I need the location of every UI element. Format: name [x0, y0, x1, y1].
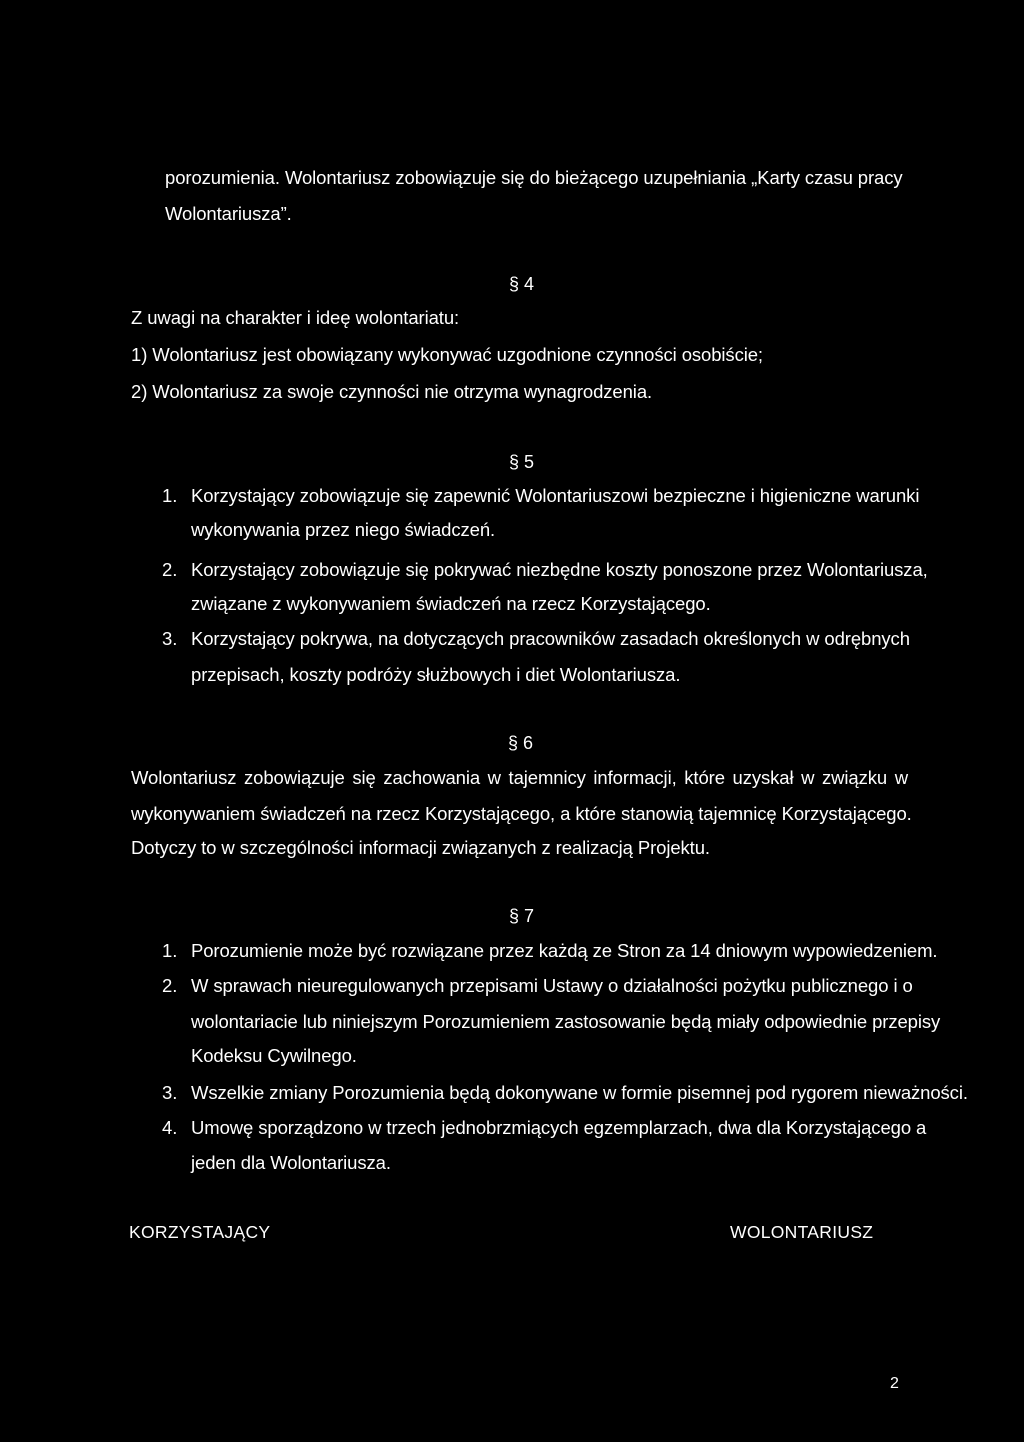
- section-6-heading: § 6: [508, 733, 534, 753]
- signature-label-right: WOLONTARIUSZ: [730, 1222, 874, 1242]
- section-4-lead: Z uwagi na charakter i ideę wolontariatu:: [131, 307, 460, 328]
- section-5-item-2-line-2: związane z wykonywaniem świadczeń na rzecz Korzystającego.: [191, 593, 711, 614]
- section-7-item-2-line-1: W sprawach nieuregulowanych przepisami Ustawy o działalności pożytku publicznego i o: [191, 975, 913, 996]
- section-4-item-2: 2) Wolontariusz za swoje czynności nie otrzyma wynagrodzenia.: [131, 381, 653, 402]
- intro-line-1: porozumienia. Wolontariusz zobowiązuje się do bieżącego uzupełniania „Karty czasu pracy: [165, 167, 903, 188]
- section-5-item-3-line-1: Korzystający pokrywa, na dotyczących pracowników zasadach określonych w odrębnych: [191, 628, 910, 649]
- page-number: 2: [890, 1375, 899, 1392]
- section-7-item-4-number: 4.: [162, 1117, 178, 1138]
- section-5-item-2-number: 2.: [162, 559, 178, 580]
- section-4-heading: § 4: [509, 274, 535, 294]
- section-4-item-1: 1) Wolontariusz jest obowiązany wykonywać uzgodnione czynności osobiście;: [131, 344, 763, 365]
- section-7-item-2-number: 2.: [162, 975, 178, 996]
- section-5-item-2-line-1: Korzystający zobowiązuje się pokrywać niezbędne koszty ponoszone przez Wolontariusza,: [191, 559, 928, 580]
- section-5-item-1-line-2: wykonywania przez niego świadczeń.: [191, 519, 496, 540]
- section-5-item-1-number: 1.: [162, 485, 178, 506]
- section-5-heading: § 5: [509, 452, 535, 472]
- section-7-item-2-line-2: wolontariacie lub niniejszym Porozumieniem zastosowanie będą miały odpowiednie przepisy: [191, 1011, 941, 1032]
- section-5-item-3-number: 3.: [162, 628, 178, 649]
- section-5-item-3-line-2: przepisach, koszty podróży służbowych i diet Wolontariusza.: [191, 664, 681, 685]
- section-6-line-1: Wolontariusz zobowiązuje się zachowania w tajemnicy informacji, które uzyskał w związku w: [131, 767, 908, 788]
- section-7-item-1-line-1: Porozumienie może być rozwiązane przez każdą ze Stron za 14 dniowym wypowiedzeniem.: [191, 940, 938, 961]
- section-7-heading: § 7: [509, 906, 535, 926]
- signature-label-left: KORZYSTAJĄCY: [129, 1222, 271, 1242]
- section-7-item-4-line-2: jeden dla Wolontariusza.: [191, 1152, 391, 1173]
- section-6-line-3: Dotyczy to w szczególności informacji związanych z realizacją Projektu.: [131, 837, 710, 858]
- intro-line-2: Wolontariusza”.: [165, 203, 292, 224]
- section-7-item-4-line-1: Umowę sporządzono w trzech jednobrzmiących egzemplarzach, dwa dla Korzystającego a: [191, 1117, 927, 1138]
- section-7-item-2-line-3: Kodeksu Cywilnego.: [191, 1045, 357, 1066]
- section-7-item-3-line-1: Wszelkie zmiany Porozumienia będą dokonywane w formie pisemnej pod rygorem nieważności.: [191, 1082, 968, 1103]
- section-7-item-1-number: 1.: [162, 940, 178, 961]
- section-5-item-1-line-1: Korzystający zobowiązuje się zapewnić Wolontariuszowi bezpieczne i higieniczne warunki: [191, 485, 920, 506]
- section-7-item-3-number: 3.: [162, 1082, 178, 1103]
- section-6-line-2: wykonywaniem świadczeń na rzecz Korzystającego, a które stanowią tajemnicę Korzystającego.: [131, 803, 912, 824]
